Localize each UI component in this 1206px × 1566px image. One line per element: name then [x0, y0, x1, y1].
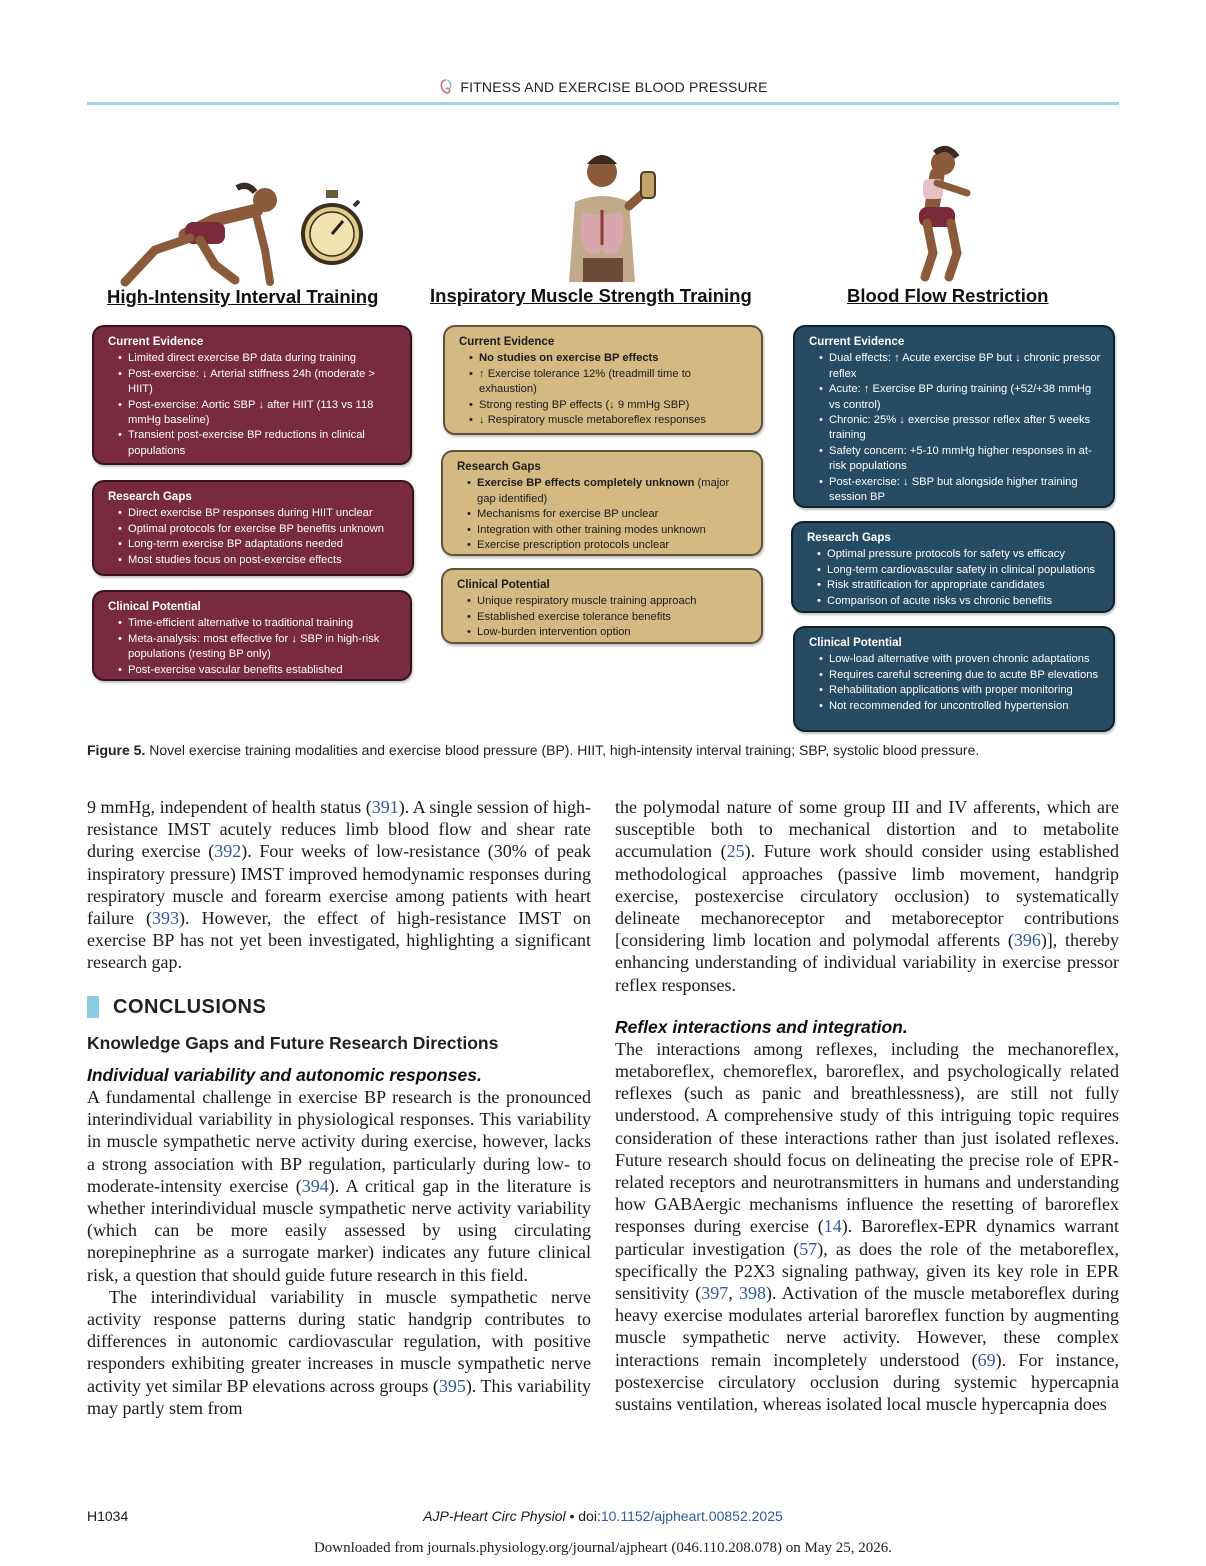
doi-prefix: • doi:	[565, 1508, 601, 1524]
doi-link[interactable]: 10.1152/ajpheart.00852.2025	[600, 1508, 783, 1524]
text-run: ). Activation of the muscle metaboreflex during heavy exercise modulates arterial baroreflex function by augmenting muscle sympathetic nerve activity. However, these complex interactions remain incompletely understood (	[615, 1283, 1119, 1370]
paragraph	[87, 1286, 591, 1419]
paragraph	[87, 1086, 591, 1286]
text-run: ). However, the effect of high-resistance IMST on exercise BP has not yet been investigated, highlighting a significant research gap.	[87, 908, 591, 973]
box-heading: Current Evidence	[809, 336, 905, 348]
text-run: ). Four weeks of low-resistance (30% of peak inspiratory pressure) IMST improved hemodynamic responses during respiratory muscle and forearm exercise among patients with heart failure (	[87, 841, 591, 929]
page-number: H1034	[87, 1508, 129, 1524]
figure-caption-text: Novel exercise training modalities and exercise blood pressure (BP). HIIT, high-intensity interval training; SBP, systolic blood pressure.	[145, 742, 980, 758]
list-item: • Comparison of acute risks vs chronic benefits	[817, 594, 1101, 609]
box-heading: Current Evidence	[108, 336, 204, 348]
paragraph	[615, 1038, 1119, 1415]
list-item: • Rehabilitation applications with proper monitoring	[819, 683, 1101, 698]
list-item: • Chronic: 25% ↓ exercise pressor reflex after 5 weeks training	[819, 413, 1101, 444]
list-item: • Risk stratification for appropriate candidates	[817, 578, 1101, 593]
hiit-title: High-Intensity Interval Training	[107, 286, 379, 307]
box-heading: Research Gaps	[807, 532, 891, 544]
text-run: the polymodal nature of some group III and IV afferents, which are susceptible both to mechanical distortion and to metabolite accumulation (	[615, 797, 1119, 862]
text-run: ), as does the role of the metaboreflex, specifically the P2X3 signaling pathway, given its key role in EPR sensitivity (	[615, 1238, 1119, 1304]
list-item: • Time-efficient alternative to traditional training	[118, 616, 398, 631]
list-item: • Meta-analysis: most effective for ↓ SBP in high-risk populations (resting BP only)	[118, 632, 398, 663]
citation-link[interactable]: 397	[701, 1283, 729, 1304]
list-item	[467, 476, 749, 507]
list-item: • Integration with other training modes unknown	[467, 523, 749, 538]
box-heading: Clinical Potential	[809, 637, 902, 649]
citation-link[interactable]: 25	[726, 841, 745, 862]
hiit-research-gaps-box	[92, 480, 414, 576]
box-heading: Clinical Potential	[108, 601, 201, 613]
section-marker	[87, 996, 99, 1018]
right-text-column	[615, 796, 1119, 1415]
item-suffix: (major gap identified)	[477, 477, 730, 505]
figure-caption	[87, 742, 1127, 758]
stopwatch-icon	[299, 188, 365, 268]
citation-link[interactable]: 398	[739, 1283, 767, 1304]
text-run: ,	[728, 1283, 740, 1304]
imst-breathing-illustration	[557, 150, 667, 282]
hiit-clinical-potential-box	[92, 590, 412, 681]
box-heading: Research Gaps	[457, 461, 541, 473]
emphasis-text: No studies on exercise BP effects	[479, 352, 659, 365]
list-item: • Post-exercise: Aortic SBP ↓ after HIIT (113 vs 118 mmHg baseline)	[118, 398, 398, 429]
list-item: • Safety concern: +5-10 mmHg higher responses in at-risk populations	[819, 444, 1101, 475]
box-heading: Research Gaps	[108, 491, 192, 503]
citation-link[interactable]: 393	[152, 908, 180, 929]
bfr-research-gaps-box	[791, 521, 1115, 613]
list-item: • Mechanisms for exercise BP unclear	[467, 507, 749, 522]
imst-research-gaps-box	[441, 450, 763, 556]
bfr-current-evidence-box	[793, 325, 1115, 508]
citation-link[interactable]: 392	[214, 841, 242, 862]
text-run: ). This variability may partly stem from	[87, 1375, 591, 1418]
list-item: • Requires careful screening due to acute BP elevations	[819, 668, 1101, 683]
list-item: • ↓ Respiratory muscle metaboreflex responses	[469, 413, 749, 428]
hiit-runner-illustration	[115, 180, 295, 290]
list-item: • Optimal protocols for exercise BP benefits unknown	[118, 522, 400, 537]
list-item: • Post-exercise: ↓ SBP but alongside higher training session BP	[819, 475, 1101, 506]
list-item: • Dual effects: ↑ Acute exercise BP but ↓ chronic pressor reflex	[819, 351, 1101, 382]
imst-title: Inspiratory Muscle Strength Training	[430, 285, 752, 306]
hiit-current-evidence-box	[92, 325, 412, 465]
citation-link[interactable]: 396	[1013, 930, 1041, 951]
text-run: ). Future work should consider using established methodological approaches (passive limb movement, handgrip exercise, postexercise circulatory occlusion) to systematically delineate mechanoreceptor and metaboreceptor contributions [considering limb location and polymodal afferents (	[615, 841, 1119, 951]
figure-caption-label: Figure 5.	[87, 742, 146, 758]
subheading: Knowledge Gaps and Future Research Directions	[87, 1032, 499, 1053]
box-heading: Clinical Potential	[457, 579, 550, 591]
text-run: 9 mmHg, independent of health status (	[87, 797, 372, 817]
text-run: ). For instance, postexercise circulatory occlusion during systemic hypercapnia sustains ventilation, whereas isolated local muscle hypercapnia does	[615, 1349, 1119, 1415]
list-item: • Exercise prescription protocols unclear	[467, 538, 749, 553]
imst-current-evidence-box	[443, 325, 763, 435]
citation-link[interactable]: 57	[799, 1238, 818, 1259]
paragraph	[87, 796, 591, 974]
list-item: • Optimal pressure protocols for safety vs efficacy	[817, 547, 1101, 562]
list-item: • Post-exercise: ↓ Arterial stiffness 24h (moderate > HIIT)	[118, 367, 398, 398]
emphasis-text: Exercise BP effects completely unknown	[477, 477, 695, 490]
journal-footer	[0, 1508, 1206, 1524]
list-item: • Low-burden intervention option	[467, 625, 749, 640]
citation-link[interactable]: 395	[438, 1375, 466, 1396]
list-item: • Acute: ↑ Exercise BP during training (+52/+38 mmHg vs control)	[819, 382, 1101, 413]
section-heading-text: CONCLUSIONS	[113, 995, 267, 1018]
figure-5	[87, 140, 1119, 740]
text-run: A fundamental challenge in exercise BP research is the pronounced interindividual variability in physiological responses. This variability in muscle sympathetic nerve activity during exercise, however, lacks a strong association with BP regulation, particularly during low- to moderate-intensity exercise (	[87, 1087, 591, 1196]
box-heading: Current Evidence	[459, 336, 555, 348]
text-run: ). A critical gap in the literature is whether interindividual muscle sympathetic nerve activity variability (which can be more easily assessed by using circulating norepinephrine as a surrogate marker) indicates any future clinical risk, a question that should guide future research in this field.	[87, 1175, 591, 1285]
journal-logo-icon	[438, 78, 454, 96]
citation-link[interactable]: 394	[301, 1175, 329, 1196]
citation-link[interactable]: 391	[371, 797, 399, 817]
section-heading	[87, 996, 591, 1018]
citation-link[interactable]: 14	[823, 1216, 842, 1237]
text-run: )], thereby enhancing understanding of individual variability in exercise pressor reflex responses.	[615, 930, 1119, 995]
bfr-title: Blood Flow Restriction	[847, 285, 1049, 306]
text-run: ). A single session of high-resistance IMST acutely reduces limb blood flow and shear rate during exercise (	[87, 797, 591, 862]
list-item: • Direct exercise BP responses during HIIT unclear	[118, 506, 400, 521]
imst-clinical-potential-box	[441, 568, 763, 644]
subsubheading: Individual variability and autonomic responses.	[87, 1065, 482, 1086]
paragraph	[615, 796, 1119, 996]
list-item: • Post-exercise vascular benefits established	[118, 663, 398, 678]
list-item: • Unique respiratory muscle training approach	[467, 594, 749, 609]
subsubheading: Reflex interactions and integration.	[615, 1016, 908, 1037]
running-head-text: FITNESS AND EXERCISE BLOOD PRESSURE	[460, 79, 768, 95]
running-head	[0, 78, 1206, 96]
text-run: The interindividual variability in muscle sympathetic nerve activity response patterns during static handgrip contributes to differences in autonomic cardiovascular regulation, with positive responders exhibiting greater increases in muscle sympathetic nerve activity yet similar BP elevations across groups (	[87, 1286, 591, 1396]
list-item: • ↑ Exercise tolerance 12% (treadmill time to exhaustion)	[469, 367, 749, 398]
bfr-clinical-potential-box	[793, 626, 1115, 732]
bfr-squat-illustration	[907, 145, 987, 285]
citation-link[interactable]: 69	[977, 1349, 996, 1370]
list-item: • Strong resting BP effects (↓ 9 mmHg SBP)	[469, 398, 749, 413]
header-rule	[87, 102, 1119, 105]
list-item: • Transient post-exercise BP reductions in clinical populations	[118, 428, 398, 459]
list-item: • Low-load alternative with proven chronic adaptations	[819, 652, 1101, 667]
list-item: • Limited direct exercise BP data during training	[118, 351, 398, 366]
list-item: • Established exercise tolerance benefits	[467, 610, 749, 625]
text-run: ). Baroreflex-EPR dynamics warrant particular investigation (	[615, 1216, 1119, 1259]
list-item: • Long-term cardiovascular safety in clinical populations	[817, 563, 1101, 578]
list-item: • Long-term exercise BP adaptations needed	[118, 537, 400, 552]
journal-name: AJP-Heart Circ Physiol	[423, 1508, 566, 1524]
left-text-column	[87, 796, 591, 1419]
list-item	[469, 351, 749, 366]
list-item: • Most studies focus on post-exercise effects	[118, 553, 400, 568]
list-item: • Not recommended for uncontrolled hypertension	[819, 699, 1101, 714]
text-run: The interactions among reflexes, including the mechanoreflex, metaboreflex, chemoreflex, baroreflex, and psychologically related reflexes (such as panic and breathlessness), are still not fully understood. A comprehensive study of this intriguing topic requires consideration of these interactions rather than just isolated reflexes. Future research should focus on delineating the precise role of EPR-related receptors and neurotransmitters in humans and understanding how GABAergic mechanisms influence the resetting of baroreflex responses during exercise (	[615, 1038, 1119, 1237]
download-note: Downloaded from journals.physiology.org/journal/ajpheart (046.110.208.078) on May 25, 2026.	[313, 1540, 893, 1556]
